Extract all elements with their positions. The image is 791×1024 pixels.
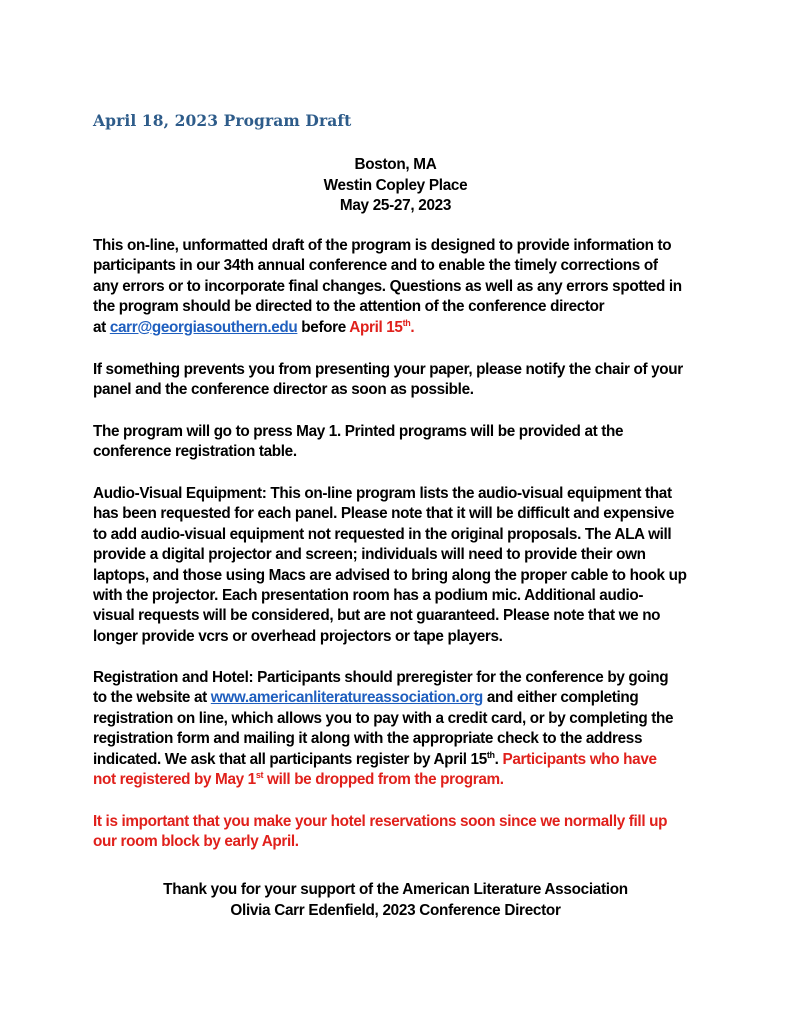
press-paragraph	[93, 422, 713, 463]
notice-line: If something prevents you from presenting your paper, please notify the chair of your	[93, 361, 683, 378]
venue-city: Boston, MA	[354, 156, 437, 173]
intro-paragraph	[93, 236, 713, 338]
press-line: conference registration table.	[93, 443, 297, 461]
intro-line: the program should be directed to the attention of the conference director	[93, 298, 605, 316]
deadline-suffix: th	[402, 317, 411, 328]
registration-line: Registration and Hotel: Participants should preregister for the conference by going	[93, 669, 669, 686]
intro-line: This on-line, unformatted draft of the program is designed to provide information to	[93, 237, 672, 254]
hotel-warning-line: It is important that you make your hotel reservations soon since we normally fill up	[93, 813, 668, 830]
registration-line: registration form and mailing it along with the appropriate check to the address	[93, 730, 643, 748]
venue-hotel: Westin Copley Place	[323, 176, 468, 194]
closing-block	[0, 880, 791, 921]
av-line: to add audio-visual equipment not requested in the original proposals. The ALA will	[93, 525, 672, 543]
registration-deadline-suffix: th	[486, 749, 495, 760]
registration-warning: Participants who have	[502, 750, 657, 768]
hotel-warning-paragraph	[93, 812, 713, 853]
notice-line: panel and the conference director as soon as possible.	[93, 381, 474, 399]
registration-text: indicated. We ask that all participants register by April 15	[93, 750, 487, 768]
deadline-text	[349, 319, 414, 336]
registration-text: and either completing	[482, 689, 639, 707]
hotel-warning-line: our room block by early April.	[93, 833, 299, 851]
registration-text: to the website at	[93, 689, 211, 707]
registration-line-deadline	[93, 750, 713, 770]
intro-text: before	[297, 318, 350, 336]
deadline-date: April 15	[349, 318, 403, 336]
press-line: The program will go to press May 1. Printed programs will be provided at the	[93, 423, 624, 440]
av-line: longer provide vcrs or overhead projectors or tape players.	[93, 627, 503, 645]
registration-warning: not registered by May 1	[93, 771, 256, 789]
av-paragraph	[93, 484, 713, 647]
website-link[interactable]: www.americanliteratureassociation.org	[210, 689, 483, 707]
registration-text: .	[494, 750, 503, 768]
thanks-line: Thank you for your support of the American Literature Association	[163, 881, 628, 898]
av-line: Audio-Visual Equipment: This on-line program lists the audio-visual equipment that	[93, 485, 672, 502]
registration-line-website	[93, 688, 713, 708]
av-line: laptops, and those using Macs are advised to bring along the proper cable to hook up	[93, 566, 687, 584]
venue-dates: May 25-27, 2023	[339, 197, 452, 214]
intro-line-contact	[93, 318, 713, 338]
director-email-link[interactable]: carr@georgiasouthern.edu	[109, 318, 298, 336]
av-line: visual requests will be considered, but are not guaranteed. Please note that we no	[93, 607, 661, 625]
signature-line: Olivia Carr Edenfield, 2023 Conference Director	[230, 901, 561, 919]
deadline-period: .	[410, 318, 415, 336]
registration-warning: will be dropped from the program.	[263, 771, 504, 789]
draft-title: April 18, 2023 Program Draft	[93, 111, 352, 130]
registration-warning-line	[93, 770, 713, 790]
notice-paragraph	[93, 360, 713, 401]
intro-text: at	[93, 318, 110, 336]
registration-paragraph	[93, 668, 713, 790]
venue-block	[0, 155, 791, 217]
av-line: provide a digital projector and screen; individuals will need to provide their own	[93, 546, 646, 564]
registration-warning-suffix: st	[255, 769, 264, 780]
av-line: has been requested for each panel. Please note that it will be difficult and expensive	[93, 505, 675, 523]
intro-line: any errors or to incorporate final changes. Questions as well as any errors spotted in	[93, 277, 682, 295]
av-line: with the projector. Each presentation room has a podium mic. Additional audio-	[93, 587, 644, 605]
intro-line: participants in our 34th annual conference and to enable the timely corrections of	[93, 257, 658, 275]
registration-line: registration on line, which allows you to pay with a credit card, or by completing the	[93, 709, 674, 727]
